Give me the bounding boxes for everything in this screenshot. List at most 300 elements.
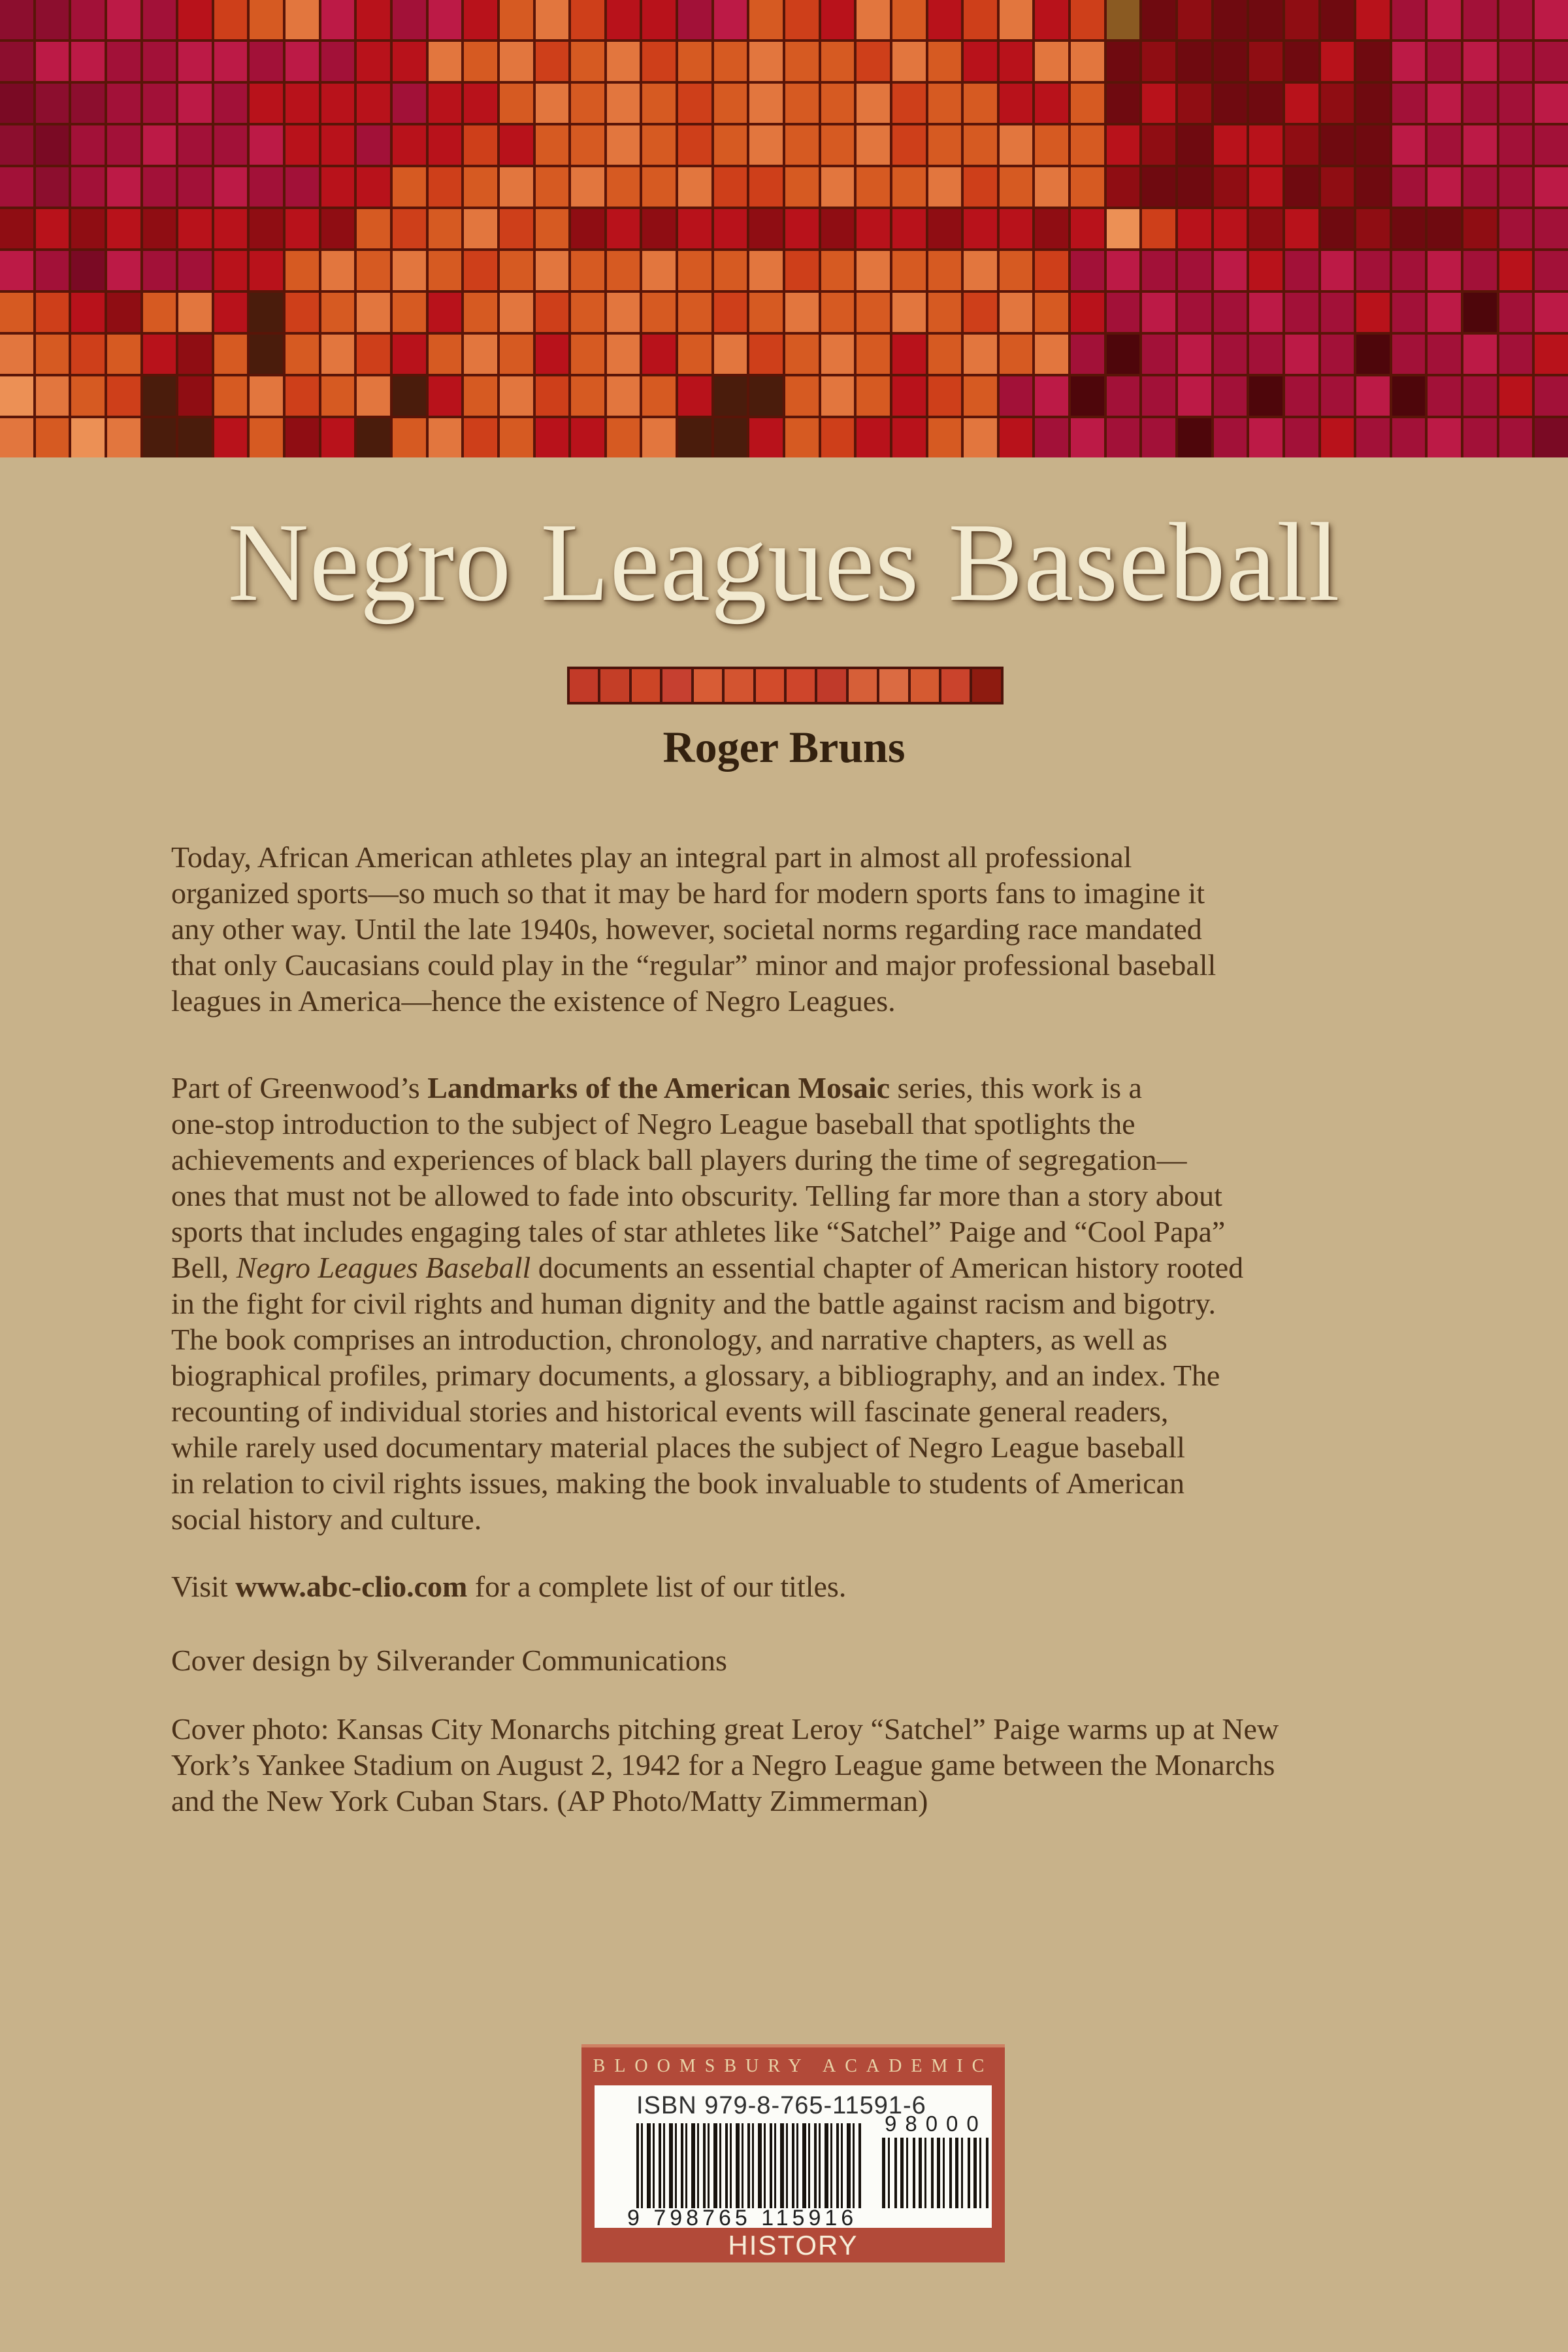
mosaic-tile <box>1249 209 1282 248</box>
mosaic-tile <box>642 167 676 207</box>
mosaic-tile <box>357 42 390 81</box>
mosaic-tile <box>964 167 997 207</box>
mosaic-tile <box>500 0 533 39</box>
mosaic-tile <box>785 418 819 457</box>
mosaic-tile <box>821 42 855 81</box>
mosaic-tile <box>1463 376 1497 416</box>
mosaic-tile <box>214 84 248 123</box>
mosaic-tile <box>357 251 390 290</box>
text-line: Bell, Negro Leagues Baseball documents an essential chapter of American history rooted <box>171 1251 1244 1284</box>
mosaic-tile <box>1428 251 1461 290</box>
mosaic-tile <box>964 42 997 81</box>
mosaic-tile <box>964 0 997 39</box>
mosaic-tile <box>642 293 676 332</box>
mosaic-tile <box>642 418 676 457</box>
mosaic-tile <box>928 251 962 290</box>
strip-tile <box>941 669 970 702</box>
mosaic-header-image <box>0 0 1568 457</box>
mosaic-tile <box>1249 293 1282 332</box>
mosaic-tile <box>429 251 462 290</box>
mosaic-tile <box>1285 84 1318 123</box>
mosaic-tile <box>536 167 569 207</box>
mosaic-tile <box>1107 0 1140 39</box>
mosaic-tile <box>321 251 355 290</box>
mosaic-tile <box>1000 42 1033 81</box>
mosaic-tile <box>1178 376 1211 416</box>
mosaic-tile <box>357 335 390 374</box>
mosaic-tile <box>857 42 890 81</box>
mosaic-tile <box>429 0 462 39</box>
mosaic-tile <box>1428 209 1461 248</box>
mosaic-tile <box>393 376 426 416</box>
mosaic-tile <box>464 125 497 165</box>
mosaic-tile <box>571 42 604 81</box>
mosaic-tile <box>1071 125 1104 165</box>
mosaic-tile <box>1321 376 1354 416</box>
mosaic-tile <box>429 125 462 165</box>
mosaic-tile <box>678 293 711 332</box>
mosaic-tile <box>678 418 711 457</box>
mosaic-tile <box>321 167 355 207</box>
mosaic-tile <box>321 209 355 248</box>
mosaic-tile <box>464 0 497 39</box>
mosaic-tile <box>214 125 248 165</box>
mosaic-tile <box>964 84 997 123</box>
mosaic-tile <box>1392 0 1426 39</box>
mosaic-tile <box>749 209 783 248</box>
mosaic-tile <box>1285 335 1318 374</box>
mosaic-tile <box>678 84 711 123</box>
mosaic-tile <box>71 293 105 332</box>
mosaic-tile <box>1499 418 1533 457</box>
strip-tile <box>879 669 907 702</box>
mosaic-tile <box>821 125 855 165</box>
mosaic-tile <box>642 125 676 165</box>
strip-tile <box>662 669 691 702</box>
mosaic-tile <box>892 209 926 248</box>
mosaic-tile <box>1071 42 1104 81</box>
text-line: Cover photo: Kansas City Monarchs pitching great Leroy “Satchel” Paige warms up at New <box>171 1712 1279 1746</box>
mosaic-tile <box>1249 0 1282 39</box>
text-line: any other way. Until the late 1940s, however, societal norms regarding race mandated <box>171 912 1202 946</box>
mosaic-tile <box>714 209 747 248</box>
mosaic-tile <box>964 209 997 248</box>
mosaic-tile <box>1285 125 1318 165</box>
mosaic-tile <box>321 0 355 39</box>
mosaic-tile <box>321 125 355 165</box>
mosaic-tile <box>1214 418 1247 457</box>
mosaic-tile <box>71 376 105 416</box>
text-line: The book comprises an introduction, chronology, and narrative chapters, as well as <box>171 1323 1168 1356</box>
mosaic-tile <box>1321 42 1354 81</box>
back-cover-text <box>171 839 1439 1819</box>
text-line: in relation to civil rights issues, making the book invaluable to students of American <box>171 1466 1184 1500</box>
mosaic-tile <box>464 335 497 374</box>
mosaic-tile <box>36 84 69 123</box>
mosaic-tile <box>250 251 283 290</box>
mosaic-tile <box>1035 84 1068 123</box>
mosaic-tile <box>785 293 819 332</box>
mosaic-tile <box>321 84 355 123</box>
mosaic-tile <box>1035 42 1068 81</box>
mosaic-tile <box>1463 209 1497 248</box>
mosaic-tile <box>1035 0 1068 39</box>
mosaic-tile <box>250 42 283 81</box>
mosaic-tile <box>1214 84 1247 123</box>
mosaic-tile <box>1463 42 1497 81</box>
mosaic-tile <box>0 125 33 165</box>
mosaic-tile <box>321 418 355 457</box>
mosaic-tile <box>1178 251 1211 290</box>
mosaic-tile <box>36 42 69 81</box>
mosaic-tile <box>0 167 33 207</box>
mosaic-tile <box>1321 293 1354 332</box>
mosaic-tile <box>1178 125 1211 165</box>
mosaic-tile <box>714 293 747 332</box>
mosaic-tile <box>1035 167 1068 207</box>
mosaic-tile <box>821 84 855 123</box>
mosaic-tile <box>214 251 248 290</box>
mosaic-tile <box>1035 293 1068 332</box>
mosaic-tile <box>500 293 533 332</box>
mosaic-tile <box>500 376 533 416</box>
barcode-panel <box>581 2044 1005 2262</box>
mosaic-tile <box>571 293 604 332</box>
mosaic-tile <box>1356 0 1390 39</box>
mosaic-tile <box>464 293 497 332</box>
mosaic-tile <box>821 0 855 39</box>
mosaic-tile <box>1214 125 1247 165</box>
mosaic-tile <box>1321 125 1354 165</box>
mosaic-tile <box>785 376 819 416</box>
mosaic-tile <box>214 42 248 81</box>
mosaic-tile <box>1249 251 1282 290</box>
strip-tile <box>600 669 629 702</box>
mosaic-tile <box>1285 418 1318 457</box>
mosaic-tile <box>321 293 355 332</box>
mosaic-tile <box>1392 209 1426 248</box>
mosaic-tile <box>1428 167 1461 207</box>
text-line: and the New York Cuban Stars. (AP Photo/Matty Zimmerman) <box>171 1784 928 1817</box>
mosaic-tile <box>1035 376 1068 416</box>
mosaic-tile <box>785 42 819 81</box>
mosaic-tile <box>571 84 604 123</box>
strip-tile <box>756 669 784 702</box>
mosaic-tile <box>714 376 747 416</box>
mosaic-tile <box>1321 167 1354 207</box>
mosaic-tile <box>1356 251 1390 290</box>
mosaic-tile <box>393 0 426 39</box>
mosaic-tile <box>1428 0 1461 39</box>
mosaic-tile <box>1000 418 1033 457</box>
mosaic-tile <box>1000 125 1033 165</box>
mosaic-tile <box>1107 335 1140 374</box>
mosaic-tile <box>1071 335 1104 374</box>
mosaic-tile <box>1178 209 1211 248</box>
mosaic-tile <box>71 84 105 123</box>
mosaic-tile <box>1463 167 1497 207</box>
text-line: Part of Greenwood’s Landmarks of the American Mosaic series, this work is a <box>171 1071 1142 1104</box>
mosaic-tile <box>1463 84 1497 123</box>
text-line: ones that must not be allowed to fade into obscurity. Telling far more than a story about <box>171 1179 1222 1212</box>
mosaic-tile <box>892 251 926 290</box>
mosaic-tile <box>1285 0 1318 39</box>
mosaic-tile <box>286 376 319 416</box>
mosaic-tile <box>821 209 855 248</box>
color-strip <box>567 667 1004 704</box>
mosaic-tile <box>1321 209 1354 248</box>
mosaic-tile <box>928 167 962 207</box>
mosaic-tile <box>107 251 140 290</box>
mosaic-tile <box>143 376 176 416</box>
mosaic-tile <box>464 251 497 290</box>
mosaic-tile <box>1356 84 1390 123</box>
mosaic-tile <box>928 42 962 81</box>
mosaic-tile <box>571 376 604 416</box>
mosaic-tile <box>286 0 319 39</box>
mosaic-tile <box>1356 293 1390 332</box>
mosaic-tile <box>1214 42 1247 81</box>
mosaic-tile <box>178 125 212 165</box>
mosaic-tile <box>357 209 390 248</box>
mosaic-tile <box>250 418 283 457</box>
text-line: York’s Yankee Stadium on August 2, 1942 for a Negro League game between the Monarchs <box>171 1748 1275 1781</box>
mosaic-tile <box>393 125 426 165</box>
mosaic-tile <box>1035 209 1068 248</box>
text-line: recounting of individual stories and historical events will fascinate general readers, <box>171 1395 1169 1428</box>
mosaic-tile <box>892 293 926 332</box>
mosaic-tile <box>1107 293 1140 332</box>
mosaic-tile <box>1214 293 1247 332</box>
mosaic-tile <box>143 167 176 207</box>
mosaic-tile <box>178 0 212 39</box>
mosaic-tile <box>143 125 176 165</box>
mosaic-tile <box>286 418 319 457</box>
mosaic-tile <box>1321 418 1354 457</box>
mosaic-tile <box>678 209 711 248</box>
mosaic-tile <box>536 293 569 332</box>
mosaic-tile <box>1499 293 1533 332</box>
mosaic-tile <box>607 125 640 165</box>
mosaic-tile <box>785 84 819 123</box>
mosaic-tile <box>928 335 962 374</box>
mosaic-tile <box>607 84 640 123</box>
strip-tile <box>817 669 845 702</box>
mosaic-tile <box>607 293 640 332</box>
mosaic-tile <box>357 293 390 332</box>
mosaic-tile <box>785 167 819 207</box>
mosaic-tile <box>892 376 926 416</box>
mosaic-tile <box>928 293 962 332</box>
mosaic-tile <box>785 125 819 165</box>
mosaic-tile <box>286 251 319 290</box>
mosaic-tile <box>1499 0 1533 39</box>
text-line: sports that includes engaging tales of star athletes like “Satchel” Paige and “Cool Papa” <box>171 1215 1226 1248</box>
mosaic-tile <box>464 42 497 81</box>
mosaic-tile <box>1392 335 1426 374</box>
mosaic-tile <box>714 125 747 165</box>
mosaic-tile <box>1071 293 1104 332</box>
mosaic-tile <box>1107 209 1140 248</box>
mosaic-tile <box>36 209 69 248</box>
mosaic-tile <box>107 293 140 332</box>
mosaic-tile <box>321 376 355 416</box>
mosaic-tile <box>1107 84 1140 123</box>
mosaic-tile <box>1285 209 1318 248</box>
mosaic-tile <box>286 42 319 81</box>
text-line: organized sports—so much so that it may be hard for modern sports fans to imagine it <box>171 876 1205 910</box>
mosaic-tile <box>571 209 604 248</box>
mosaic-tile <box>749 418 783 457</box>
mosaic-tile <box>607 0 640 39</box>
paragraph <box>171 839 1439 1019</box>
mosaic-tile <box>1035 418 1068 457</box>
mosaic-tile <box>321 335 355 374</box>
mosaic-tile <box>928 84 962 123</box>
mosaic-tile <box>286 84 319 123</box>
mosaic-tile <box>1535 42 1568 81</box>
mosaic-tile <box>536 251 569 290</box>
mosaic-tile <box>36 0 69 39</box>
mosaic-tile <box>1178 418 1211 457</box>
mosaic-tile <box>642 42 676 81</box>
text-line: Visit www.abc-clio.com for a complete list of our titles. <box>171 1570 847 1603</box>
mosaic-tile <box>857 84 890 123</box>
paragraph <box>171 1070 1439 1537</box>
mosaic-tile <box>393 251 426 290</box>
mosaic-tile <box>857 0 890 39</box>
mosaic-tile <box>1356 209 1390 248</box>
mosaic-tile <box>678 335 711 374</box>
mosaic-tile <box>821 335 855 374</box>
mosaic-tile <box>1035 335 1068 374</box>
mosaic-tile <box>1535 84 1568 123</box>
mosaic-tile <box>1321 251 1354 290</box>
mosaic-tile <box>928 418 962 457</box>
isbn-label: ISBN 979-8-765-11591-6 <box>636 2092 926 2119</box>
mosaic-tile <box>607 251 640 290</box>
mosaic-tile <box>1463 125 1497 165</box>
mosaic-tile <box>393 167 426 207</box>
paragraph <box>171 1568 1439 1604</box>
mosaic-tile <box>678 42 711 81</box>
mosaic-tile <box>393 418 426 457</box>
mosaic-tile <box>0 251 33 290</box>
paragraph <box>171 1642 1439 1678</box>
mosaic-tile <box>1107 376 1140 416</box>
mosaic-tile <box>642 376 676 416</box>
mosaic-tile <box>1321 335 1354 374</box>
mosaic-tile <box>1428 376 1461 416</box>
mosaic-tile <box>250 293 283 332</box>
mosaic-tile <box>1356 418 1390 457</box>
mosaic-tile <box>785 209 819 248</box>
mosaic-tile <box>429 42 462 81</box>
mosaic-tile <box>571 335 604 374</box>
mosaic-tile <box>214 418 248 457</box>
mosaic-tile <box>536 335 569 374</box>
mosaic-tile <box>928 376 962 416</box>
mosaic-tile <box>178 293 212 332</box>
mosaic-tile <box>1000 335 1033 374</box>
mosaic-tile <box>250 376 283 416</box>
book-title: Negro Leagues Baseball <box>227 501 1341 625</box>
mosaic-tile <box>892 418 926 457</box>
mosaic-tile <box>1392 293 1426 332</box>
strip-tile <box>694 669 722 702</box>
mosaic-tile <box>1463 418 1497 457</box>
mosaic-tile <box>1356 376 1390 416</box>
mosaic-tile <box>892 0 926 39</box>
strip-tile <box>570 669 598 702</box>
mosaic-tile <box>1285 251 1318 290</box>
mosaic-tile <box>536 209 569 248</box>
mosaic-tile <box>642 84 676 123</box>
mosaic-tile <box>178 42 212 81</box>
mosaic-tile <box>1499 125 1533 165</box>
mosaic-tile <box>536 42 569 81</box>
mosaic-tile <box>1214 251 1247 290</box>
text-line: biographical profiles, primary documents, a glossary, a bibliography, and an index. The <box>171 1359 1220 1392</box>
mosaic-tile <box>749 376 783 416</box>
mosaic-tile <box>821 293 855 332</box>
mosaic-tile <box>749 293 783 332</box>
author-name: Roger Bruns <box>662 722 906 772</box>
text-line: that only Caucasians could play in the “regular” minor and major professional baseball <box>171 948 1217 982</box>
mosaic-tile <box>500 84 533 123</box>
mosaic-tile <box>1107 251 1140 290</box>
mosaic-tile <box>1142 251 1175 290</box>
mosaic-tile <box>429 335 462 374</box>
mosaic-tile <box>500 209 533 248</box>
mosaic-tile <box>178 335 212 374</box>
strip-tile <box>911 669 939 702</box>
mosaic-tile <box>143 0 176 39</box>
mosaic-tile <box>1249 42 1282 81</box>
mosaic-tile <box>393 335 426 374</box>
mosaic-tile <box>143 84 176 123</box>
barcode-main <box>636 2123 862 2208</box>
mosaic-tile <box>500 42 533 81</box>
mosaic-tile <box>1499 209 1533 248</box>
mosaic-tile <box>214 209 248 248</box>
mosaic-tile <box>71 418 105 457</box>
mosaic-tile <box>892 84 926 123</box>
barcode-addon-digits: 98000 <box>885 2112 987 2136</box>
mosaic-tile <box>36 125 69 165</box>
mosaic-tile <box>0 418 33 457</box>
mosaic-tile <box>1321 84 1354 123</box>
mosaic-tile <box>71 251 105 290</box>
mosaic-tile <box>1071 209 1104 248</box>
mosaic-tile <box>286 335 319 374</box>
mosaic-tile <box>1000 167 1033 207</box>
mosaic-tile <box>536 0 569 39</box>
mosaic-tile <box>143 335 176 374</box>
mosaic-tile <box>0 84 33 123</box>
mosaic-tile <box>1499 376 1533 416</box>
mosaic-tile <box>500 251 533 290</box>
mosaic-tile <box>857 418 890 457</box>
mosaic-tile <box>892 167 926 207</box>
mosaic-tile <box>1499 84 1533 123</box>
mosaic-tile <box>36 293 69 332</box>
mosaic-tile <box>714 0 747 39</box>
mosaic-tile <box>714 84 747 123</box>
mosaic-tile <box>1428 335 1461 374</box>
mosaic-tile <box>1178 293 1211 332</box>
mosaic-tile <box>1535 293 1568 332</box>
